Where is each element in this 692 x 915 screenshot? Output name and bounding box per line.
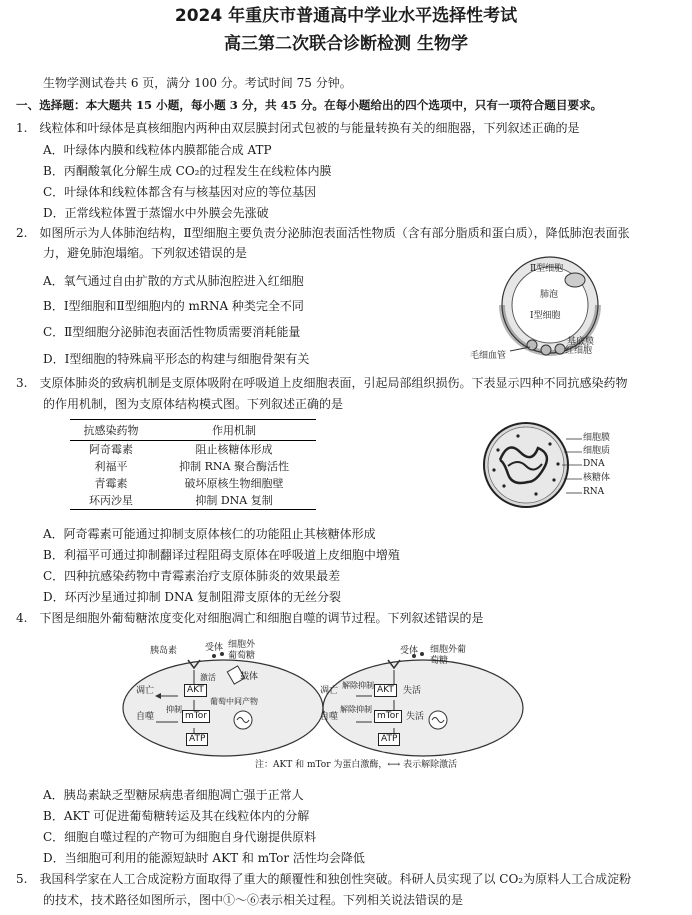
q3-option-b: B．利福平可通过抑制翻译过程阻碍支原体在呼吸道上皮细胞中增殖 xyxy=(43,548,400,562)
table-cell: 阿奇霉素 xyxy=(89,443,134,456)
table-header: 作用机制 xyxy=(152,420,316,441)
table-cell: 利福平 xyxy=(94,460,128,473)
q1-option-a: A．叶绿体内膜和线粒体内膜都能合成 ATP xyxy=(43,143,272,157)
label-inactive-top: 失活 xyxy=(403,686,422,696)
table-row xyxy=(70,475,316,492)
mtor-box-right: mTor xyxy=(374,710,402,723)
label-autophagy-right: 自噬 xyxy=(320,712,339,722)
q4-option-d: D．当细胞可利用的能源短缺时 AKT 和 mTor 活性均会降低 xyxy=(43,851,365,865)
label-inhibit: 抑制 xyxy=(166,705,182,714)
table-cell: 青霉素 xyxy=(94,477,128,490)
q3-option-d: D．环丙沙星通过抑制 DNA 复制阻滞支原体的无丝分裂 xyxy=(43,590,342,604)
q3-option-a: A．阿奇霉素可能通过抑制支原体核仁的功能阻止其核糖体形成 xyxy=(43,527,376,541)
q2-option-b: B．I型细胞和Ⅱ型细胞内的 mRNA 种类完全不同 xyxy=(43,299,304,313)
q1-option-b: B．丙酮酸氧化分解生成 CO₂的过程发生在线粒体内膜 xyxy=(43,164,332,178)
q4-stem: 4. 下图是细胞外葡萄糖浓度变化对细胞凋亡和细胞自噬的调节过程。下列叙述错误的是 xyxy=(16,611,484,625)
label-alveolus: 肺泡 xyxy=(540,290,559,300)
atp-box-left: ATP xyxy=(186,733,208,746)
label-basement-membrane: 基底膜 xyxy=(567,337,595,347)
label-rna: RNA xyxy=(583,487,605,497)
section-heading: 一、选择题：本大题共 15 小题，每小题 3 分，共 45 分。在每小题给出的四个选项中，只有一项符合题目要求。 xyxy=(16,98,603,112)
label-type2-cell: Ⅱ型细胞 xyxy=(530,264,564,274)
q2-option-a: A．氧气通过自由扩散的方式从肺泡腔进入红细胞 xyxy=(43,274,304,288)
q3-option-c: C．四种抗感染药物中青霉素治疗支原体肺炎的效果最差 xyxy=(43,569,341,583)
akt-box-left: AKT xyxy=(184,684,207,697)
table-cell: 抑制 DNA 复制 xyxy=(152,492,316,510)
table-cell: 环丙沙星 xyxy=(70,492,152,510)
q5-stem-line1: 5. 我国科学家在人工合成淀粉方面取得了重大的颠覆性和独创性突破。科研人员实现了以 CO₂为原料人工合成淀粉 xyxy=(16,872,632,886)
label-release-inhibit-top: 解除抑制 xyxy=(342,681,374,690)
label-receptor-left: 受体 xyxy=(205,643,224,653)
label-inactive-bottom: 失活 xyxy=(406,712,425,722)
akt-box-right: AKT xyxy=(374,684,397,697)
label-apoptosis-right: 凋亡 xyxy=(320,686,339,696)
label-red-blood-cell: 红细胞 xyxy=(565,346,593,356)
table-cell: 抑制 RNA 聚合酶活性 xyxy=(179,460,289,473)
label-type1-cell: I型细胞 xyxy=(530,311,561,321)
table-header: 抗感染药物 xyxy=(70,420,152,441)
label-cell-membrane: 细胞膜 xyxy=(583,433,611,443)
table-row xyxy=(70,458,316,475)
label-extracellular-glucose-left: 细胞外葡萄糖 xyxy=(228,640,256,661)
label-extracellular-glucose-right: 细胞外葡萄糖 xyxy=(430,645,467,666)
q4-option-a: A．胰岛素缺乏型糖尿病患者细胞凋亡强于正常人 xyxy=(43,788,304,802)
label-autophagy-left: 自噬 xyxy=(136,712,155,722)
q1-option-d: D．正常线粒体置于蒸馏水中外膜会先涨破 xyxy=(43,206,269,220)
q4-option-c: C．细胞自噬过程的产物可为细胞自身代谢提供原料 xyxy=(43,830,317,844)
label-cytoplasm: 细胞质 xyxy=(583,446,611,456)
label-receptor-right: 受体 xyxy=(400,646,419,656)
intro-text: 生物学测试卷共 6 页，满分 100 分。考试时间 75 分钟。 xyxy=(43,76,352,90)
antibiotic-table xyxy=(70,419,316,510)
mtor-box-left: mTor xyxy=(182,710,210,723)
exam-title-line1: 2024 年重庆市普通高中学业水平选择性考试 xyxy=(174,6,518,26)
table-cell: 阻止核糖体形成 xyxy=(195,443,273,456)
label-apoptosis-left: 凋亡 xyxy=(136,686,155,696)
figure-note: 注：AKT 和 mTor 为蛋白激酶，⟷ 表示解除激活 xyxy=(255,760,458,770)
q3-stem-line2: 的作用机制，图为支原体结构模式图。下列叙述正确的是 xyxy=(43,397,344,411)
q1-stem: 1. 线粒体和叶绿体是真核细胞内两种由双层膜封闭式包被的与能量转换有关的细胞器，下列叙述正确的是 xyxy=(16,121,580,135)
exam-title-line2: 高三第二次联合诊断检测 生物学 xyxy=(224,34,468,54)
table-row xyxy=(70,492,316,510)
q5-stem-line2: 的技术，技术路径如图所示，图中①～⑥表示相关过程。下列相关说法错误的是 xyxy=(43,893,464,907)
q2-stem-line2: 力，避免肺泡塌缩。下列叙述错误的是 xyxy=(43,246,248,260)
q1-option-c: C．叶绿体和线粒体都含有与核基因对应的等位基因 xyxy=(43,185,317,199)
q4-option-b: B．AKT 可促进葡萄糖转运及其在线粒体内的分解 xyxy=(43,809,310,823)
q2-option-d: D．I型细胞的特殊扁平形态的构建与细胞骨架有关 xyxy=(43,352,310,366)
table-header-row xyxy=(70,420,316,441)
label-capillary: 毛细血管 xyxy=(470,351,507,361)
table-cell: 破坏原核生物细胞壁 xyxy=(184,477,284,490)
label-carrier: 载体 xyxy=(240,672,259,682)
label-activate: 激活 xyxy=(200,673,216,682)
q2-stem-line1: 2. 如图所示为人体肺泡结构，Ⅱ型细胞主要负责分泌肺泡表面活性物质（含有部分脂质和蛋白质），降低肺泡表面张 xyxy=(16,226,630,240)
atp-box-right: ATP xyxy=(378,733,400,746)
label-ribosome: 核糖体 xyxy=(583,473,611,483)
q3-stem-line1: 3. 支原体肺炎的致病机制是支原体吸附在呼吸道上皮细胞表面，引起局部组织损伤。下表显示四种不同抗感染药物 xyxy=(16,376,628,390)
label-release-inhibit-bottom: 解除抑制 xyxy=(340,705,372,714)
label-insulin: 胰岛素 xyxy=(150,646,178,656)
label-intermediate: 葡萄中间产物 xyxy=(210,697,258,706)
q2-option-c: C．Ⅱ型细胞分泌肺泡表面活性物质需要消耗能量 xyxy=(43,325,301,339)
mycoplasma-leader-lines xyxy=(560,436,582,498)
table-row xyxy=(70,441,316,459)
label-dna: DNA xyxy=(583,459,605,469)
